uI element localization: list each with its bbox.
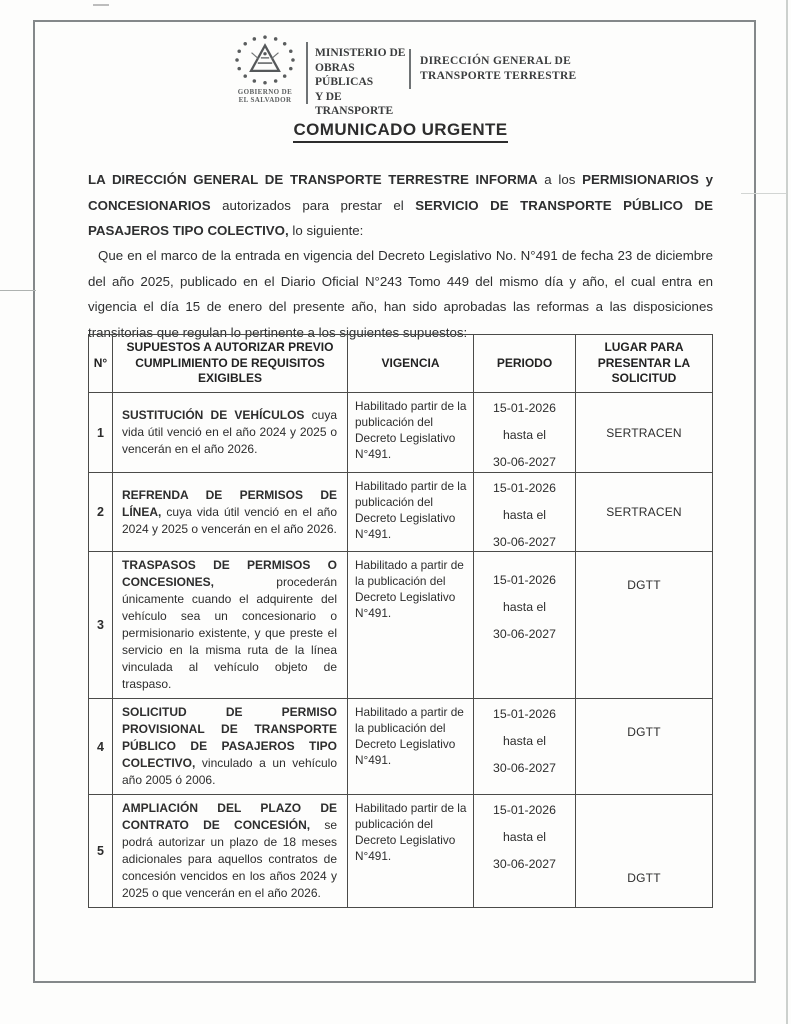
supuesto-rest: procederán únicamente cuando el adquirente del vehículo sea un concesionario o permisionario existente, y que preste el servicio en la misma ruta de la línea vinculada al vehículo objeto de traspaso. xyxy=(122,575,337,691)
periodo-end: 30-06-2027 xyxy=(493,455,556,469)
supuesto-cell xyxy=(113,552,348,699)
intro-regular-2: autorizados para prestar el xyxy=(210,197,416,213)
periodo-cell xyxy=(474,699,576,795)
supuesto-rest: se podrá autorizar un plazo de 18 meses adicionales para aquellos contratos de concesión vencidos en los años 2024 y 2025 o que vencerán en el año 2026. xyxy=(122,818,338,900)
logo-caption-line1: GOBIERNO DE xyxy=(237,88,293,96)
scan-artifact xyxy=(93,4,109,6)
periodo-end: 30-06-2027 xyxy=(493,857,556,871)
lugar-cell: SERTRACEN xyxy=(576,473,713,552)
directorate-line2: TRANSPORTE TERRESTRE xyxy=(420,70,577,82)
periodo-connector: hasta el xyxy=(502,830,547,844)
periodo-end: 30-06-2027 xyxy=(493,627,556,641)
supuesto-bold: SUSTITUCIÓN DE VEHÍCULOS xyxy=(122,408,305,422)
row-number: 4 xyxy=(89,699,113,795)
periodo-connector: hasta el xyxy=(502,600,547,614)
periodo-connector: hasta el xyxy=(502,734,547,748)
row-number: 2 xyxy=(89,473,113,552)
periodo-connector: hasta el xyxy=(502,508,547,522)
periodo-start: 15-01-2026 xyxy=(493,573,556,587)
table-row xyxy=(89,473,713,552)
row-number: 5 xyxy=(89,795,113,908)
ministry-name xyxy=(315,46,407,119)
lugar-cell: SERTRACEN xyxy=(576,393,713,473)
periodo-end: 30-06-2027 xyxy=(493,535,556,549)
header-lugar: LUGAR PARA PRESENTAR LA SOLICITUD xyxy=(576,335,713,393)
supuesto-cell xyxy=(113,473,348,552)
intro-paragraph xyxy=(88,167,713,244)
supuesto-rest: cuya vida útil venció en el año 2024 y 2025 o vencerán en el año 2026. xyxy=(122,408,337,456)
vigencia-cell: Habilitado partir de la publicación del Decreto Legislativo N°491. xyxy=(348,795,474,908)
header-num: N° xyxy=(89,335,113,393)
periodo-start: 15-01-2026 xyxy=(493,481,556,495)
periodo-cell xyxy=(474,473,576,552)
vigencia-cell: Habilitado partir de la publicación del Decreto Legislativo N°491. xyxy=(348,473,474,552)
row-number: 3 xyxy=(89,552,113,699)
intro-regular-1: a los xyxy=(537,172,583,187)
supuesto-cell xyxy=(113,393,348,473)
supuesto-bold: REFRENDA DE PERMISOS DE LÍNEA, xyxy=(122,487,337,519)
periodo-connector: hasta el xyxy=(502,428,547,442)
directorate-line1: DIRECCIÓN GENERAL DE xyxy=(420,55,572,67)
authorization-table xyxy=(88,334,713,908)
table-row xyxy=(89,552,713,699)
lugar-cell: DGTT xyxy=(576,795,713,908)
scan-artifact xyxy=(786,0,788,1024)
supuesto-bold: AMPLIACIÓN DEL PLAZO DE CONTRATO DE CONCESIÓN, xyxy=(122,801,337,832)
vigencia-cell: Habilitado a partir de la publicación del Decreto Legislativo N°491. xyxy=(348,699,474,795)
periodo-start: 15-01-2026 xyxy=(493,707,556,721)
ministry-line1: MINISTERIO DE xyxy=(315,47,406,59)
scan-artifact xyxy=(0,290,36,291)
ministry-line2: OBRAS PÚBLICAS xyxy=(315,61,374,88)
periodo-cell xyxy=(474,552,576,699)
el-salvador-coat-of-arms-icon xyxy=(230,32,300,90)
header-divider xyxy=(409,49,411,89)
supuesto-rest: cuya vida útil venció en el año 2024 y 2025 o vencerán en el año 2026. xyxy=(122,504,337,536)
periodo-cell xyxy=(474,795,576,908)
table-row xyxy=(89,393,713,473)
lugar-cell: DGTT xyxy=(576,552,713,699)
header-vigencia: VIGENCIA xyxy=(348,335,474,393)
logo-caption-line2: EL SALVADOR xyxy=(238,96,292,104)
header-periodo: PERIODO xyxy=(474,335,576,393)
scan-artifact xyxy=(741,193,787,194)
table-header-row xyxy=(89,335,713,393)
periodo-start: 15-01-2026 xyxy=(493,401,556,415)
intro-bold-2: PERMISIONARIOS y CONCESIONARIOS xyxy=(88,172,713,213)
intro-bold-1: LA DIRECCIÓN GENERAL DE TRANSPORTE TERRESTRE INFORMA xyxy=(88,172,538,187)
lugar-cell: DGTT xyxy=(576,699,713,795)
ministry-line3: Y DE TRANSPORTE xyxy=(315,90,394,117)
supuesto-cell xyxy=(113,795,348,908)
intro-regular-3: lo siguiente: xyxy=(288,223,364,238)
supuesto-bold: TRASPASOS DE PERMISOS O CONCESIONES, xyxy=(122,558,337,589)
vigencia-cell: Habilitado a partir de la publicación del Decreto Legislativo N°491. xyxy=(348,552,474,699)
logo-caption xyxy=(222,88,308,104)
supuesto-cell xyxy=(113,699,348,795)
periodo-cell xyxy=(474,393,576,473)
header-divider xyxy=(306,42,308,104)
periodo-start: 15-01-2026 xyxy=(493,803,556,817)
table-row xyxy=(89,699,713,795)
periodo-end: 30-06-2027 xyxy=(493,761,556,775)
intro-bold-3: SERVICIO DE TRANSPORTE PÚBLICO DE PASAJEROS TIPO COLECTIVO, xyxy=(88,197,714,238)
table-row xyxy=(89,795,713,908)
vigencia-cell: Habilitado partir de la publicación del Decreto Legislativo N°491. xyxy=(348,393,474,473)
header-supuestos: SUPUESTOS A AUTORIZAR PREVIO CUMPLIMIENTO DE REQUISITOS EXIGIBLES xyxy=(113,335,348,393)
row-number: 1 xyxy=(89,393,113,473)
decree-paragraph: Que en el marco de la entrada en vigencia del Decreto Legislativo No. N°491 de fecha 23 de diciembre del año 2025, publicado en el Diario Oficial N°243 Tomo 449 del mismo día y año, el cual entra en vigencia el día 15 de enero del presente año, han sido aprobadas las reformas a las disposiciones transitorias que regulan lo pertinente a los siguientes supuestos: xyxy=(88,248,713,340)
supuesto-rest: vinculado a un vehículo año 2005 ó 2006. xyxy=(122,756,337,787)
supuesto-bold: SOLICITUD DE PERMISO PROVISIONAL DE TRANSPORTE PÚBLICO DE PASAJEROS TIPO COLECTIVO, xyxy=(122,705,337,770)
page-title: COMUNICADO URGENTE xyxy=(293,120,507,143)
directorate-name xyxy=(420,54,600,84)
